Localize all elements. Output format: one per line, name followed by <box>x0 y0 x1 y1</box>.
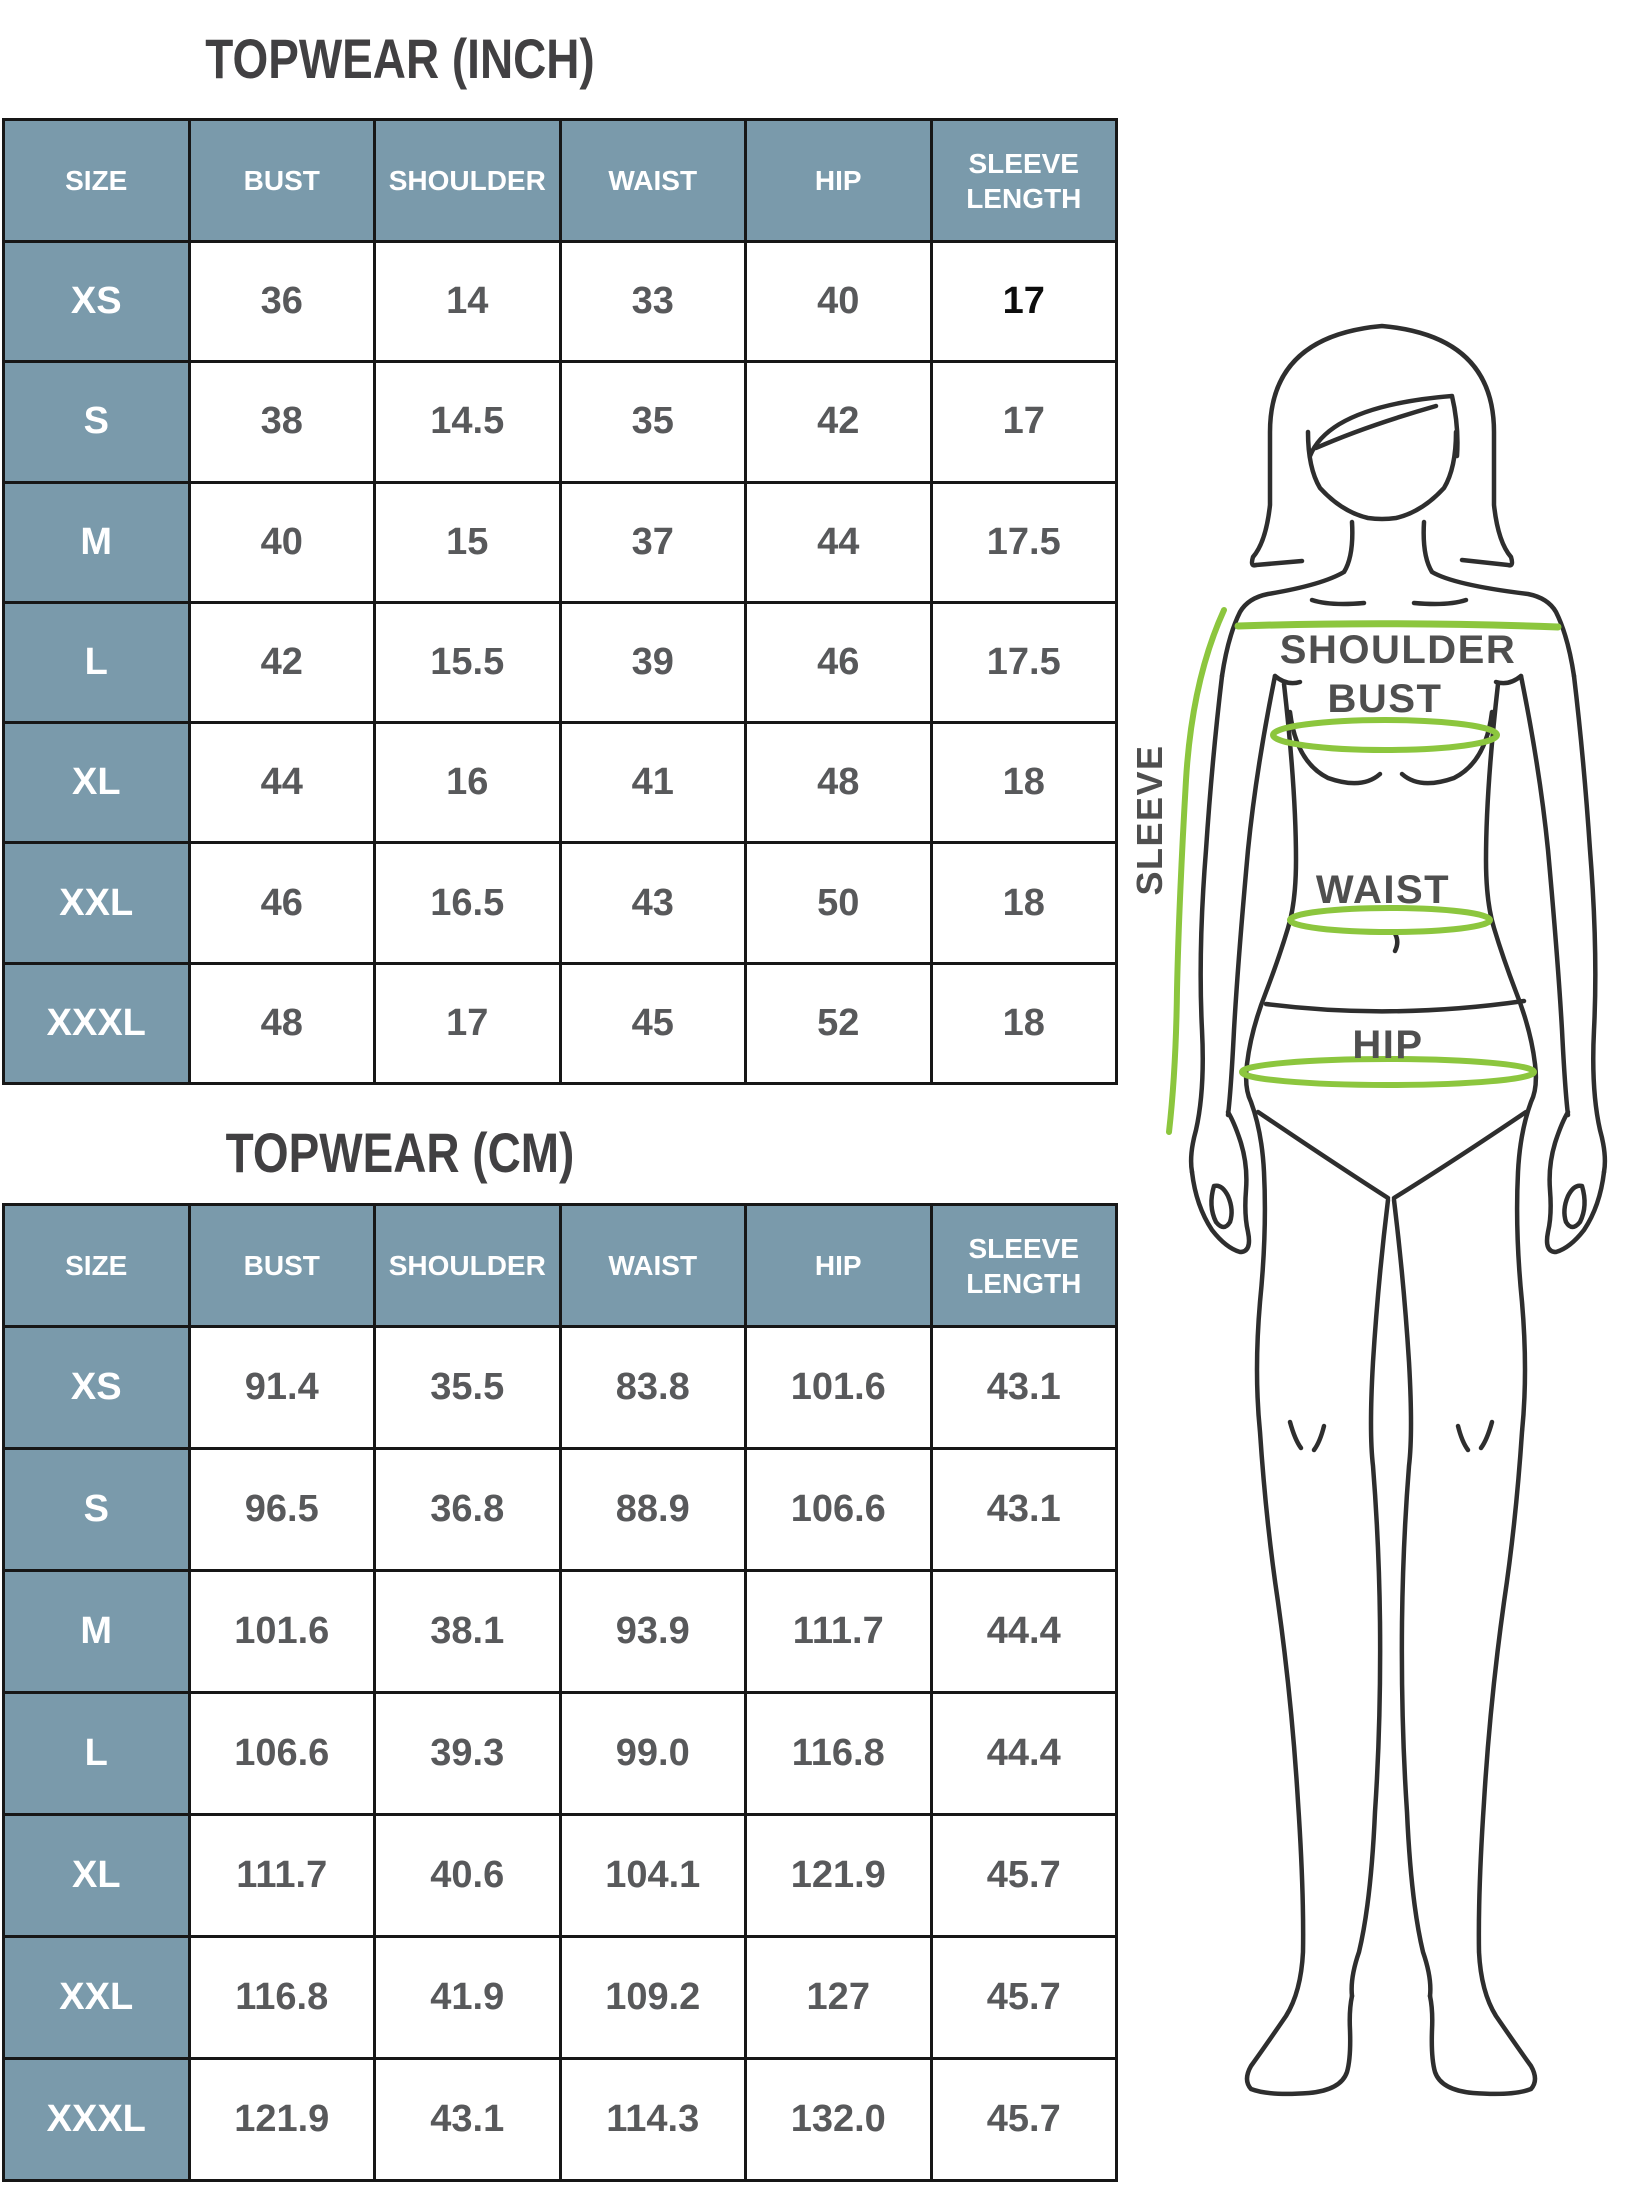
header-cell-hip: HIP <box>746 120 932 242</box>
size-label-s: S <box>4 362 190 482</box>
bust-measure-ellipse <box>1273 720 1497 750</box>
value-cell-l-shoulder: 39.3 <box>375 1693 561 1815</box>
value-cell-m-hip: 111.7 <box>746 1571 932 1693</box>
figure-labels <box>1129 628 1516 1067</box>
size-row-s <box>4 362 1117 482</box>
value-cell-s-waist: 35 <box>560 362 746 482</box>
arm-inner-right <box>1521 676 1568 1115</box>
shoulder-label: SHOULDER <box>1279 628 1517 672</box>
value-cell-s-bust: 96.5 <box>189 1449 375 1571</box>
value-cell-xl-sleeve-length: 18 <box>931 723 1117 843</box>
panty-v-right <box>1394 1112 1526 1198</box>
value-cell-xs-shoulder: 35.5 <box>375 1327 561 1449</box>
size-label-m: M <box>4 1571 190 1693</box>
value-cell-xxxl-sleeve-length: 18 <box>931 963 1117 1083</box>
header-cell-size: SIZE <box>4 1205 190 1327</box>
header-cell-sleeve-length: SLEEVE LENGTH <box>931 120 1117 242</box>
thumb-left <box>1211 1186 1231 1227</box>
value-cell-xl-shoulder: 40.6 <box>375 1815 561 1937</box>
size-table-inch <box>2 118 1118 1085</box>
waist-label: WAIST <box>1315 868 1451 912</box>
header-cell-sleeve-length: SLEEVE LENGTH <box>931 1205 1117 1327</box>
size-row-l <box>4 1693 1117 1815</box>
size-label-m: M <box>4 482 190 602</box>
thumb-right <box>1564 1186 1584 1227</box>
arm-outer-left <box>1191 676 1222 1172</box>
size-label-xxxl: XXXL <box>4 2059 190 2181</box>
size-label-l: L <box>4 602 190 722</box>
value-cell-xl-hip: 48 <box>746 723 932 843</box>
value-cell-xxl-hip: 50 <box>746 843 932 963</box>
panty-top-line <box>1266 1001 1524 1011</box>
bust-label: BUST <box>1327 677 1443 721</box>
value-cell-xl-waist: 41 <box>560 723 746 843</box>
value-cell-xs-waist: 83.8 <box>560 1327 746 1449</box>
panty-v-left <box>1258 1112 1388 1198</box>
header-row <box>4 1205 1117 1327</box>
size-row-xl <box>4 1815 1117 1937</box>
value-cell-xs-waist: 33 <box>560 242 746 362</box>
leg-inner-right <box>1394 1200 1430 1996</box>
size-row-xxxl <box>4 2059 1117 2181</box>
size-row-m <box>4 482 1117 602</box>
size-row-l <box>4 602 1117 722</box>
value-cell-xs-sleeve-length: 17 <box>931 242 1117 362</box>
value-cell-m-bust: 101.6 <box>189 1571 375 1693</box>
header-cell-bust: BUST <box>189 120 375 242</box>
knee-tick-right-b <box>1458 1426 1468 1450</box>
body-outline-drawing <box>1191 326 1605 2094</box>
armpit-right <box>1496 676 1521 683</box>
value-cell-m-sleeve-length: 44.4 <box>931 1571 1117 1693</box>
shoulder-seam-right <box>1414 600 1466 604</box>
value-cell-xs-hip: 40 <box>746 242 932 362</box>
value-cell-s-hip: 42 <box>746 362 932 482</box>
header-cell-size: SIZE <box>4 120 190 242</box>
size-row-m <box>4 1571 1117 1693</box>
value-cell-xs-bust: 91.4 <box>189 1327 375 1449</box>
value-cell-xxl-waist: 43 <box>560 843 746 963</box>
value-cell-xxxl-hip: 132.0 <box>746 2059 932 2181</box>
header-cell-waist: WAIST <box>560 1205 746 1327</box>
shoulder-seam-left <box>1312 600 1364 604</box>
sleeve-label: SLEEVE <box>1129 744 1170 896</box>
header-cell-bust: BUST <box>189 1205 375 1327</box>
value-cell-xxxl-sleeve-length: 45.7 <box>931 2059 1117 2181</box>
armpit-left <box>1275 676 1300 683</box>
value-cell-xxl-bust: 46 <box>189 843 375 963</box>
value-cell-s-bust: 38 <box>189 362 375 482</box>
value-cell-m-sleeve-length: 17.5 <box>931 482 1117 602</box>
header-cell-waist: WAIST <box>560 120 746 242</box>
value-cell-xxxl-shoulder: 43.1 <box>375 2059 561 2181</box>
size-row-xxl <box>4 1937 1117 2059</box>
value-cell-l-sleeve-length: 17.5 <box>931 602 1117 722</box>
value-cell-xxxl-bust: 121.9 <box>189 2059 375 2181</box>
hip-label: HIP <box>1352 1023 1424 1067</box>
header-row <box>4 120 1117 242</box>
value-cell-s-hip: 106.6 <box>746 1449 932 1571</box>
header-cell-hip: HIP <box>746 1205 932 1327</box>
value-cell-l-shoulder: 15.5 <box>375 602 561 722</box>
value-cell-m-shoulder: 38.1 <box>375 1571 561 1693</box>
value-cell-s-waist: 88.9 <box>560 1449 746 1571</box>
header-cell-shoulder: SHOULDER <box>375 1205 561 1327</box>
value-cell-s-shoulder: 36.8 <box>375 1449 561 1571</box>
value-cell-xs-hip: 101.6 <box>746 1327 932 1449</box>
knee-tick-left-a <box>1290 1422 1301 1448</box>
size-row-s <box>4 1449 1117 1571</box>
knee-tick-left-b <box>1314 1426 1324 1450</box>
hair-bottom-edge <box>1256 561 1302 565</box>
value-cell-xl-bust: 44 <box>189 723 375 843</box>
size-label-s: S <box>4 1449 190 1571</box>
value-cell-l-bust: 42 <box>189 602 375 722</box>
value-cell-xs-shoulder: 14 <box>375 242 561 362</box>
body-figure-svg <box>1125 300 1652 2110</box>
leg-inner-left <box>1352 1200 1388 1996</box>
size-label-xl: XL <box>4 1815 190 1937</box>
value-cell-xxl-sleeve-length: 45.7 <box>931 1937 1117 2059</box>
header-cell-shoulder: SHOULDER <box>375 120 561 242</box>
value-cell-xl-shoulder: 16 <box>375 723 561 843</box>
value-cell-xxl-shoulder: 41.9 <box>375 1937 561 2059</box>
value-cell-xl-sleeve-length: 45.7 <box>931 1815 1117 1937</box>
value-cell-l-sleeve-length: 44.4 <box>931 1693 1117 1815</box>
size-label-xxl: XXL <box>4 1937 190 2059</box>
hair-outline <box>1252 326 1512 565</box>
hand-left <box>1192 1112 1249 1252</box>
knee-tick-right-a <box>1481 1422 1492 1448</box>
value-cell-m-waist: 37 <box>560 482 746 602</box>
value-cell-xxxl-hip: 52 <box>746 963 932 1083</box>
size-label-xl: XL <box>4 723 190 843</box>
value-cell-l-hip: 46 <box>746 602 932 722</box>
hand-right <box>1547 1112 1604 1252</box>
value-cell-xs-sleeve-length: 43.1 <box>931 1327 1117 1449</box>
shoulder-measure-line <box>1238 624 1558 627</box>
table-title-cm: TOPWEAR (CM) <box>225 1121 575 1184</box>
size-row-xxl <box>4 843 1117 963</box>
value-cell-m-bust: 40 <box>189 482 375 602</box>
size-label-xs: XS <box>4 242 190 362</box>
value-cell-m-waist: 93.9 <box>560 1571 746 1693</box>
face-outline <box>1308 432 1456 519</box>
value-cell-xs-bust: 36 <box>189 242 375 362</box>
size-row-xxxl <box>4 963 1117 1083</box>
value-cell-s-sleeve-length: 17 <box>931 362 1117 482</box>
size-table-cm <box>2 1203 1118 2182</box>
value-cell-xxl-shoulder: 16.5 <box>375 843 561 963</box>
value-cell-l-waist: 99.0 <box>560 1693 746 1815</box>
value-cell-s-sleeve-length: 43.1 <box>931 1449 1117 1571</box>
value-cell-xxxl-waist: 114.3 <box>560 2059 746 2181</box>
size-row-xl <box>4 723 1117 843</box>
value-cell-xxl-hip: 127 <box>746 1937 932 2059</box>
value-cell-xxl-waist: 109.2 <box>560 1937 746 2059</box>
size-label-xxxl: XXXL <box>4 963 190 1083</box>
value-cell-s-shoulder: 14.5 <box>375 362 561 482</box>
value-cell-xl-waist: 104.1 <box>560 1815 746 1937</box>
size-label-xs: XS <box>4 1327 190 1449</box>
body-measurement-figure <box>1125 300 1652 2110</box>
value-cell-l-waist: 39 <box>560 602 746 722</box>
size-row-xs <box>4 242 1117 362</box>
value-cell-xxxl-shoulder: 17 <box>375 963 561 1083</box>
size-label-l: L <box>4 1693 190 1815</box>
value-cell-l-bust: 106.6 <box>189 1693 375 1815</box>
size-row-xs <box>4 1327 1117 1449</box>
value-cell-xl-bust: 111.7 <box>189 1815 375 1937</box>
value-cell-m-shoulder: 15 <box>375 482 561 602</box>
size-label-xxl: XXL <box>4 843 190 963</box>
value-cell-xxxl-waist: 45 <box>560 963 746 1083</box>
value-cell-xxl-sleeve-length: 18 <box>931 843 1117 963</box>
arm-outer-right <box>1574 676 1605 1172</box>
value-cell-l-hip: 116.8 <box>746 1693 932 1815</box>
table-title-inch: TOPWEAR (INCH) <box>205 27 595 90</box>
value-cell-xxxl-bust: 48 <box>189 963 375 1083</box>
sleeve-measure-curve <box>1169 610 1224 1132</box>
value-cell-xxl-bust: 116.8 <box>189 1937 375 2059</box>
value-cell-xl-hip: 121.9 <box>746 1815 932 1937</box>
value-cell-m-hip: 44 <box>746 482 932 602</box>
